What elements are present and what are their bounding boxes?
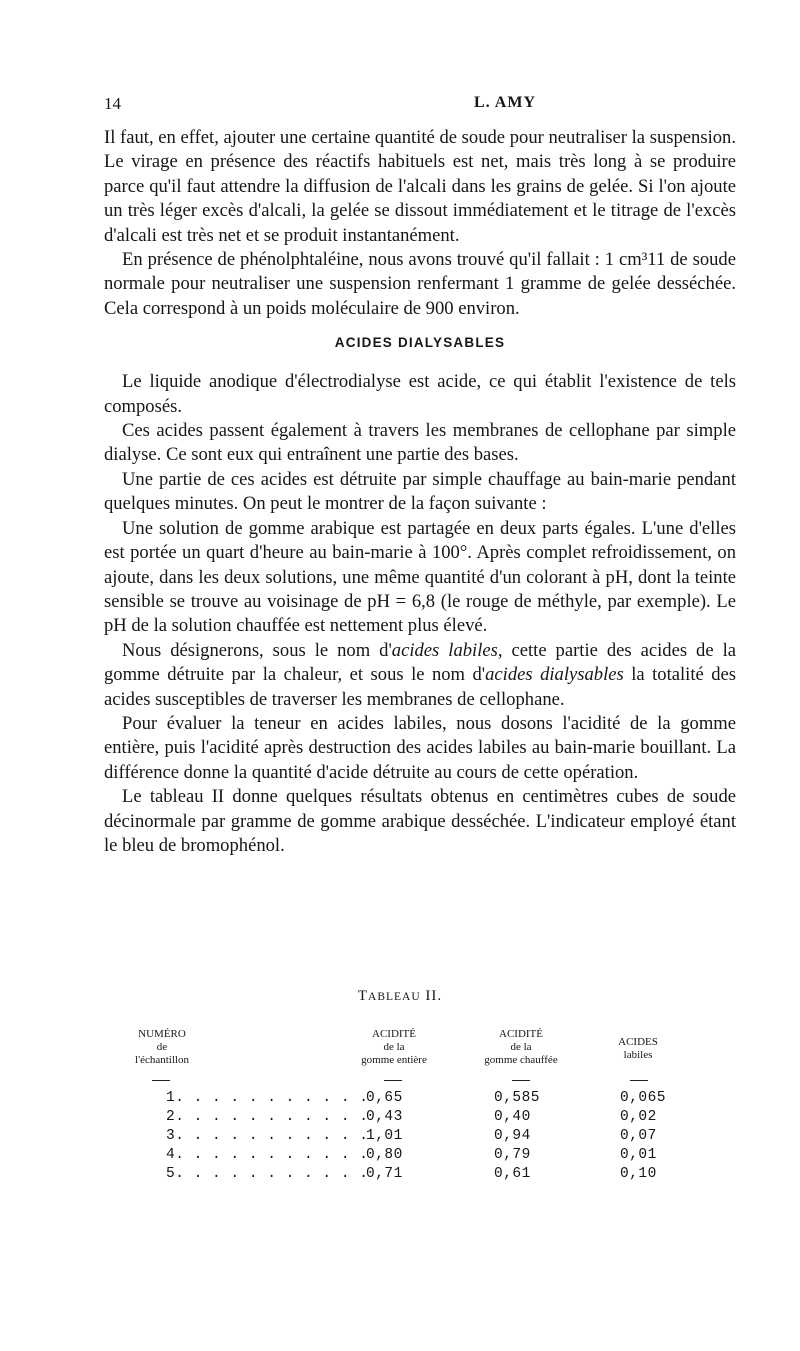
cell-acidity-heated: 0,61	[494, 1166, 531, 1182]
cell-acidity-whole: 1,01	[366, 1128, 403, 1144]
cell-labile-acids: 0,065	[620, 1090, 667, 1106]
cell-sample: 3. . . . . . . . . . .	[166, 1128, 369, 1144]
cell-acidity-heated: 0,94	[494, 1128, 531, 1144]
term-acides-labiles: acides labiles	[391, 639, 498, 661]
header-rule	[630, 1080, 648, 1081]
cell-labile-acids: 0,01	[620, 1147, 657, 1163]
text-run: la totalité des acides susceptibles de traverser les membranes de cellophane.	[104, 664, 736, 710]
cell-labile-acids: 0,10	[620, 1166, 657, 1182]
header-line: de la	[510, 1041, 532, 1053]
header-rule	[512, 1080, 530, 1081]
column-header-sample	[102, 1028, 222, 1067]
cell-acidity-whole: 0,80	[366, 1147, 403, 1163]
column-header-acidity-whole	[336, 1028, 452, 1067]
paragraph: Le liquide anodique d'électrodialyse est acide, ce qui établit l'existence de tels composés.	[104, 371, 736, 417]
header-rule	[384, 1080, 402, 1081]
text-run: Nous désignerons, sous le nom d'	[122, 639, 392, 661]
paragraph: Une partie de ces acides est détruite par simple chauffage au bain-marie pendant quelques minutes. On peut le montrer de la façon suivante :	[104, 468, 736, 515]
table-row	[0, 1128, 800, 1147]
header-line: de	[156, 1041, 168, 1053]
cell-acidity-whole: 0,43	[366, 1109, 403, 1125]
cell-sample: 5. . . . . . . . . . .	[166, 1166, 369, 1182]
paragraph: Une solution de gomme arabique est partagée en deux parts égales. L'une d'elles est portée un quart d'heure au bain-marie à 100°. Après complet refroidissement, on ajoute, dans les deux solutions, une même quantité d'un colorant à pH, dont la teinte sensible se trouve au voisinage de pH = 6,8 (le rouge de méthyle, par exemple). Le pH de la solution chauffée est nettement plus élevé.	[104, 517, 736, 637]
caption-number: II.	[425, 988, 443, 1004]
header-line: de la	[383, 1041, 405, 1053]
caption-initial: T	[357, 988, 369, 1004]
header-line: gomme chauffée	[484, 1054, 558, 1066]
header-line: ACIDITÉ	[372, 1028, 416, 1040]
header-line: labiles	[623, 1049, 653, 1061]
table-row	[0, 1109, 800, 1128]
header-rule	[152, 1080, 170, 1081]
header-line: NUMÉRO	[138, 1028, 186, 1040]
table-row	[0, 1090, 800, 1109]
table-caption	[0, 988, 800, 1005]
table-row	[0, 1147, 800, 1166]
cell-sample: 2. . . . . . . . . . .	[166, 1109, 369, 1125]
cell-labile-acids: 0,02	[620, 1109, 657, 1125]
table-row	[0, 1166, 800, 1185]
paragraph: Pour évaluer la teneur en acides labiles, nous dosons l'acidité de la gomme entière, puis l'acidité après destruction des acides labiles au bain-marie bouillant. La différence donne la quantité d'acide détruite au cours de cette opération.	[104, 712, 736, 783]
paragraph: Il faut, en effet, ajouter une certaine quantité de soude pour neutraliser la suspension. Le virage en présence des réactifs habituels est net, mais très long à se produire parce qu'il faut attendre la diffusion de l'alcali dans les grains de gelée. Si l'on ajoute un très léger excès d'alcali, la gelée se dissout immédiatement et le titrage de l'excès d'alcali est très net et se produit instantanément.	[104, 127, 736, 246]
header-line: ACIDES	[618, 1036, 658, 1048]
cell-acidity-heated: 0,40	[494, 1109, 531, 1125]
text-run: , cette partie des acides de la gomme détruite par la chaleur, et sous le nom d'	[104, 639, 736, 686]
column-header-labile-acids	[592, 1036, 684, 1062]
caption-word: ABLEAU	[368, 991, 421, 1003]
paragraph: Ces acides passent également à travers les membranes de cellophane par simple dialyse. Ce sont eux qui entraînent une partie des bases.	[104, 420, 736, 466]
header-line: l'échantillon	[135, 1054, 189, 1066]
page-header	[104, 94, 744, 120]
running-head: L. AMY	[474, 94, 536, 111]
cell-acidity-heated: 0,585	[494, 1090, 541, 1106]
cell-acidity-whole: 0,71	[366, 1166, 403, 1182]
header-line: ACIDITÉ	[499, 1028, 543, 1040]
cell-sample: 1. . . . . . . . . . .	[166, 1090, 369, 1106]
term-acides-dialysables: acides dialysables	[485, 664, 624, 686]
cell-sample: 4. . . . . . . . . . .	[166, 1147, 369, 1163]
paragraph: Le tableau II donne quelques résultats obtenus en centimètres cubes de soude décinormale par gramme de gomme arabique desséchée. L'indicateur employé étant le bleu de bromophénol.	[104, 786, 736, 856]
cell-acidity-heated: 0,79	[494, 1147, 531, 1163]
body-text	[104, 126, 736, 858]
paragraph-definitions	[104, 639, 736, 712]
cell-labile-acids: 0,07	[620, 1128, 657, 1144]
paragraph: En présence de phénolphtaléine, nous avons trouvé qu'il fallait : 1 cm³11 de soude normale pour neutraliser une suspension renfermant 1 gramme de gelée desséchée. Cela correspond à un poids moléculaire de 900 environ.	[104, 249, 736, 319]
column-header-acidity-heated	[462, 1028, 580, 1067]
page-number: 14	[104, 94, 121, 113]
cell-acidity-whole: 0,65	[366, 1090, 403, 1106]
section-title: ACIDES DIALYSABLES	[334, 335, 506, 351]
header-line: gomme entière	[361, 1054, 427, 1066]
